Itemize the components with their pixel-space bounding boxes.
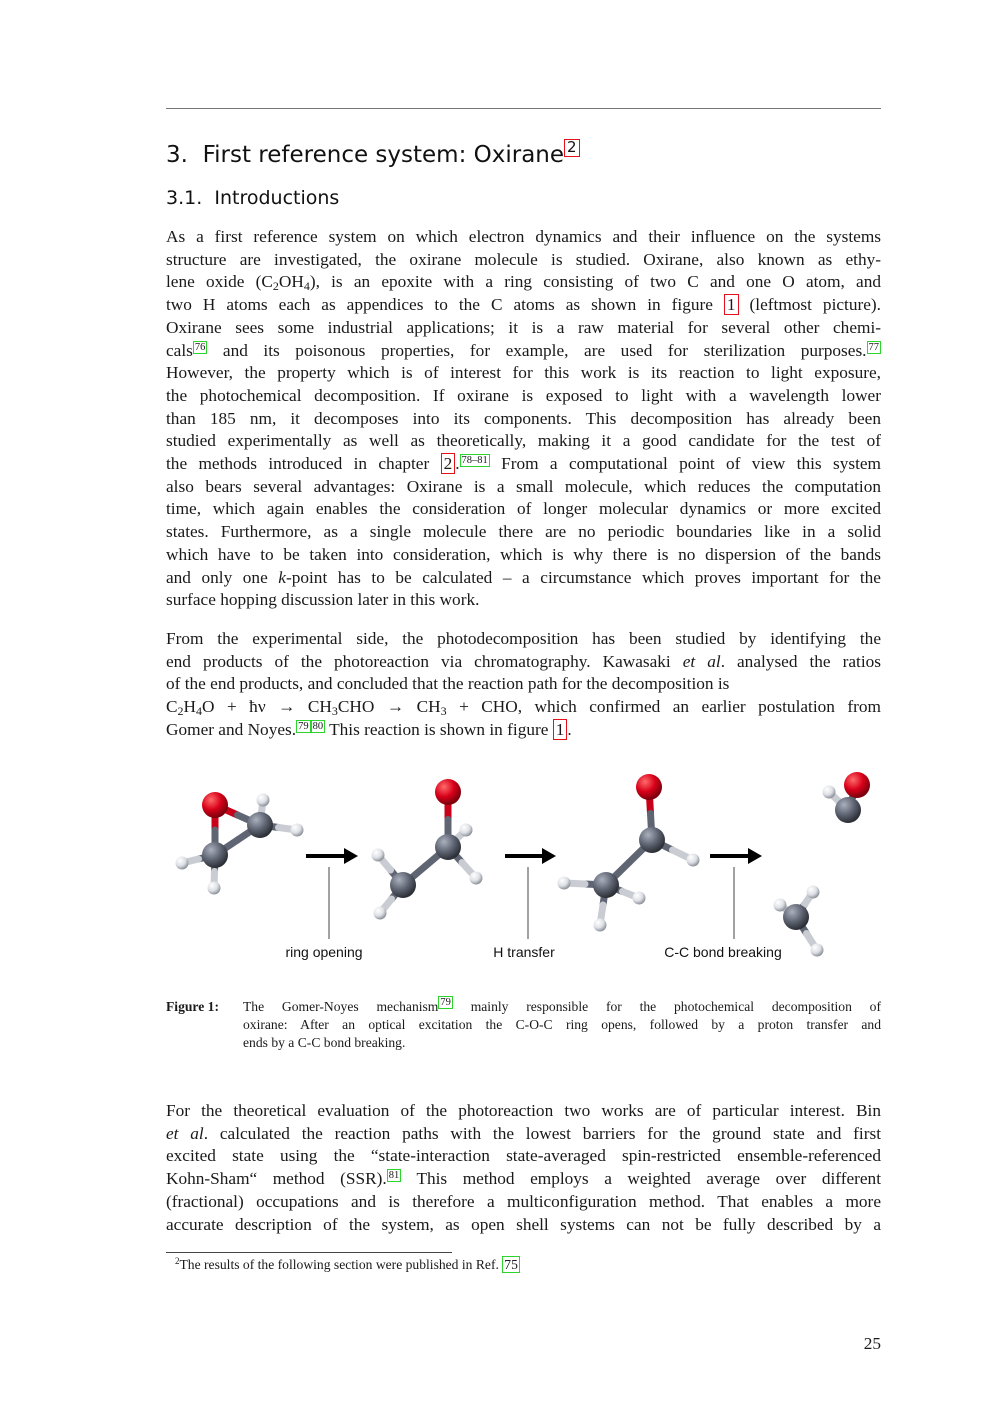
molecule-bonds bbox=[182, 785, 857, 950]
hydrogen-atom bbox=[811, 944, 824, 957]
ring-opening-label: ring opening bbox=[285, 944, 363, 960]
hydrogen-atom bbox=[774, 899, 787, 912]
text-line: accurate description of the system, as open shell systems can not be fully described by a bbox=[166, 1214, 881, 1234]
italic-text: et al bbox=[166, 1123, 204, 1143]
text-line bbox=[166, 1123, 881, 1146]
subscript: 2 bbox=[272, 279, 279, 294]
subsection-heading bbox=[166, 187, 339, 209]
hydrogen-atom bbox=[687, 854, 700, 867]
reaction-figure bbox=[160, 755, 890, 975]
citation-link[interactable]: 81 bbox=[388, 1170, 400, 1182]
carbon-atom bbox=[783, 904, 809, 930]
text-run: Kohn-Sham“ method (SSR). bbox=[166, 1169, 387, 1189]
reference-link[interactable]: 75 bbox=[504, 1257, 518, 1272]
text-line: states. Furthermore, as a single molecule there are no periodic boundaries like in a solid bbox=[166, 522, 881, 542]
hydrogen-atom bbox=[558, 877, 571, 890]
text-line: the photochemical decomposition. If oxirane is exposed to light with a wavelength lower bbox=[166, 385, 881, 405]
text-run: end products of the photoreaction via chromatography. Kawasaki bbox=[166, 651, 671, 671]
text-run: and its poisonous properties, for example, are used for sterilization purposes. bbox=[207, 340, 867, 360]
text-line: of the end products, and concluded that the reaction path for the decomposition is bbox=[166, 674, 730, 694]
text-run: lene oxide (C bbox=[166, 272, 273, 292]
hydrogen-atom bbox=[372, 849, 385, 862]
text-run: OH bbox=[278, 272, 304, 292]
carbon-atom bbox=[435, 834, 461, 860]
text-line: structure are investigated, the oxirane molecule is studied. Oxirane, also known as ethy- bbox=[166, 249, 881, 269]
text-run: From a computational point of view this system bbox=[489, 454, 881, 474]
carbon-atom bbox=[835, 797, 861, 823]
text-run: . analysed the ratios bbox=[720, 651, 881, 671]
section-title: First reference system: Oxirane bbox=[202, 142, 565, 168]
text-run: the methods introduced in chapter bbox=[166, 454, 441, 474]
citation-link[interactable]: 76 bbox=[194, 341, 206, 353]
hydrogen-atom bbox=[594, 919, 607, 932]
text-run: C bbox=[166, 697, 178, 717]
subscript: 3 bbox=[440, 704, 447, 719]
oxygen-atom bbox=[844, 772, 870, 798]
arrow-head-icon bbox=[542, 848, 556, 864]
citation-link[interactable]: 79 bbox=[298, 720, 309, 732]
text-line bbox=[166, 340, 881, 363]
text-line: time, which again enables the consideration of longer molecular dynamics or more excited bbox=[166, 499, 881, 519]
text-line: excited state using the “state-interaction state-averaged spin-restricted ensemble-referenced bbox=[166, 1146, 881, 1166]
text-line bbox=[166, 651, 881, 674]
text-line bbox=[166, 271, 881, 294]
text-run: -point has to be calculated – a circumstance which proves important for the bbox=[285, 567, 881, 587]
text-line bbox=[166, 719, 881, 742]
text-run: O + ħν → CH bbox=[202, 697, 332, 717]
text-line: than 185 nm, it decomposes into its components. This decomposition has already been bbox=[166, 408, 881, 428]
italic-text: et al bbox=[682, 651, 721, 671]
figure-link[interactable]: 1 bbox=[553, 719, 568, 740]
carbon-atom bbox=[247, 812, 273, 838]
text-line bbox=[166, 1168, 881, 1191]
text-line: As a first reference system on which electron dynamics and their influence on the systems bbox=[166, 227, 881, 246]
chapter-link[interactable]: 2 bbox=[441, 453, 456, 474]
h-transfer-label: H transfer bbox=[493, 944, 555, 960]
text-line: For the theoretical evaluation of the photoreaction two works are of particular interest. Bin bbox=[166, 1101, 881, 1120]
text-run: cals bbox=[166, 340, 193, 360]
oxygen-atom bbox=[435, 779, 461, 805]
text-line bbox=[166, 696, 881, 719]
text-run: CHO → CH bbox=[337, 697, 441, 717]
hydrogen-atom bbox=[257, 794, 270, 807]
page-number: 25 bbox=[863, 1334, 881, 1353]
text-run: . calculated the reaction paths with the lowest barriers for the ground state and first bbox=[203, 1123, 882, 1143]
text-run: ), is an epoxite with a ring consisting of two C and one O atom, and bbox=[309, 272, 881, 292]
text-run: . bbox=[455, 454, 460, 474]
citation-link[interactable]: 77 bbox=[868, 341, 879, 353]
section-number: 3. bbox=[166, 142, 188, 168]
text-line: which have to be taken into consideration, which is why there is no dispersion of the bands bbox=[166, 544, 881, 564]
carbon-atom bbox=[202, 842, 228, 868]
arrow-head-icon bbox=[748, 848, 762, 864]
caption-line: ends by a C-C bond breaking. bbox=[243, 1035, 406, 1050]
molecule-atoms bbox=[176, 772, 871, 957]
text-line: Oxirane sees some industrial applications; it is a raw material for several other chemi- bbox=[166, 317, 881, 337]
text-line bbox=[166, 294, 881, 317]
text-line: studied experimentally as well as theoretically, making it a good candidate for the test of bbox=[166, 431, 881, 451]
figure-link[interactable]: 1 bbox=[724, 294, 739, 315]
text-line: From the experimental side, the photodecomposition has been studied by identifying the bbox=[166, 629, 881, 648]
subsection-number: 3.1. bbox=[166, 187, 203, 209]
hydrogen-atom bbox=[176, 857, 189, 870]
caption-label: Figure 1: bbox=[166, 999, 219, 1014]
hydrogen-atom bbox=[823, 786, 836, 799]
hydrogen-atom bbox=[470, 872, 483, 885]
citation-link[interactable]: 80 bbox=[312, 720, 324, 732]
citation-group bbox=[296, 720, 325, 733]
carbon-atom bbox=[639, 827, 665, 853]
hydrogen-atom bbox=[633, 892, 646, 905]
footnote-link[interactable]: 2 bbox=[564, 139, 580, 157]
italic-symbol: k bbox=[278, 567, 286, 587]
text-line: (fractional) occupations and is therefore a multiconfiguration method. That enables a more bbox=[166, 1191, 881, 1211]
hydrogen-atom bbox=[374, 907, 387, 920]
footnote-mark: 2 bbox=[175, 1256, 180, 1266]
subscript: 3 bbox=[331, 704, 338, 719]
hydrogen-atom bbox=[807, 886, 820, 899]
text-line bbox=[166, 453, 881, 476]
section-heading bbox=[166, 139, 580, 168]
caption-text bbox=[243, 998, 881, 1052]
caption-line: oxirane: After an optical excitation the C-O-C ring opens, followed by a proton transfer and bbox=[243, 1017, 881, 1032]
arrow-head-icon bbox=[344, 848, 358, 864]
text-run: mainly responsible for the photochemical decomposition of bbox=[452, 999, 882, 1014]
text-run: Gomer and Noyes. bbox=[166, 719, 297, 739]
text-line: However, the property which is of interest for this work is its reaction to light exposure, bbox=[166, 363, 881, 383]
footnote-text: The results of the following section were published in Ref. bbox=[179, 1257, 503, 1272]
footnote bbox=[175, 1256, 520, 1273]
citation-link[interactable]: 78–81 bbox=[461, 455, 488, 467]
intro-paragraph-2 bbox=[166, 628, 881, 742]
caption-line bbox=[243, 998, 881, 1016]
oxygen-atom bbox=[636, 774, 662, 800]
footnote-rule bbox=[166, 1252, 452, 1253]
text-line: also bears several advantages: Oxirane is a small molecule, which reduces the computation bbox=[166, 476, 881, 496]
text-run: This reaction is shown in figure bbox=[325, 719, 553, 739]
subscript: 4 bbox=[303, 279, 310, 294]
citation-link[interactable]: 79 bbox=[440, 997, 451, 1008]
subscript: 2 bbox=[177, 704, 184, 719]
theory-paragraph bbox=[166, 1100, 881, 1236]
hydrogen-atom bbox=[208, 882, 221, 895]
text-line: surface hopping discussion later in this work. bbox=[166, 590, 480, 610]
cc-bond-breaking-label: C-C bond breaking bbox=[664, 944, 782, 960]
intro-paragraph-1 bbox=[166, 226, 881, 612]
subscript: 4 bbox=[196, 704, 203, 719]
text-run: This method employs a weighted average over different bbox=[401, 1169, 881, 1189]
hydrogen-atom bbox=[291, 824, 304, 837]
text-run: H bbox=[183, 697, 197, 717]
text-run: and only one bbox=[166, 567, 279, 587]
oxygen-atom bbox=[202, 792, 228, 818]
text-run: . bbox=[567, 719, 572, 739]
carbon-atom bbox=[593, 872, 619, 898]
figure-caption bbox=[166, 998, 881, 1052]
text-line bbox=[166, 567, 881, 590]
subsection-title: Introductions bbox=[214, 187, 340, 209]
hydrogen-atom bbox=[460, 824, 473, 837]
text-run: + CHO, which confirmed an earlier postulation from bbox=[446, 697, 881, 717]
text-run: two H atoms each as appendices to the C atoms as shown in figure bbox=[166, 295, 724, 315]
text-run: (leftmost picture). bbox=[738, 295, 881, 315]
carbon-atom bbox=[390, 872, 416, 898]
header-rule bbox=[166, 108, 881, 109]
text-run: The Gomer-Noyes mechanism bbox=[243, 999, 439, 1014]
mechanism-diagram bbox=[160, 755, 890, 975]
